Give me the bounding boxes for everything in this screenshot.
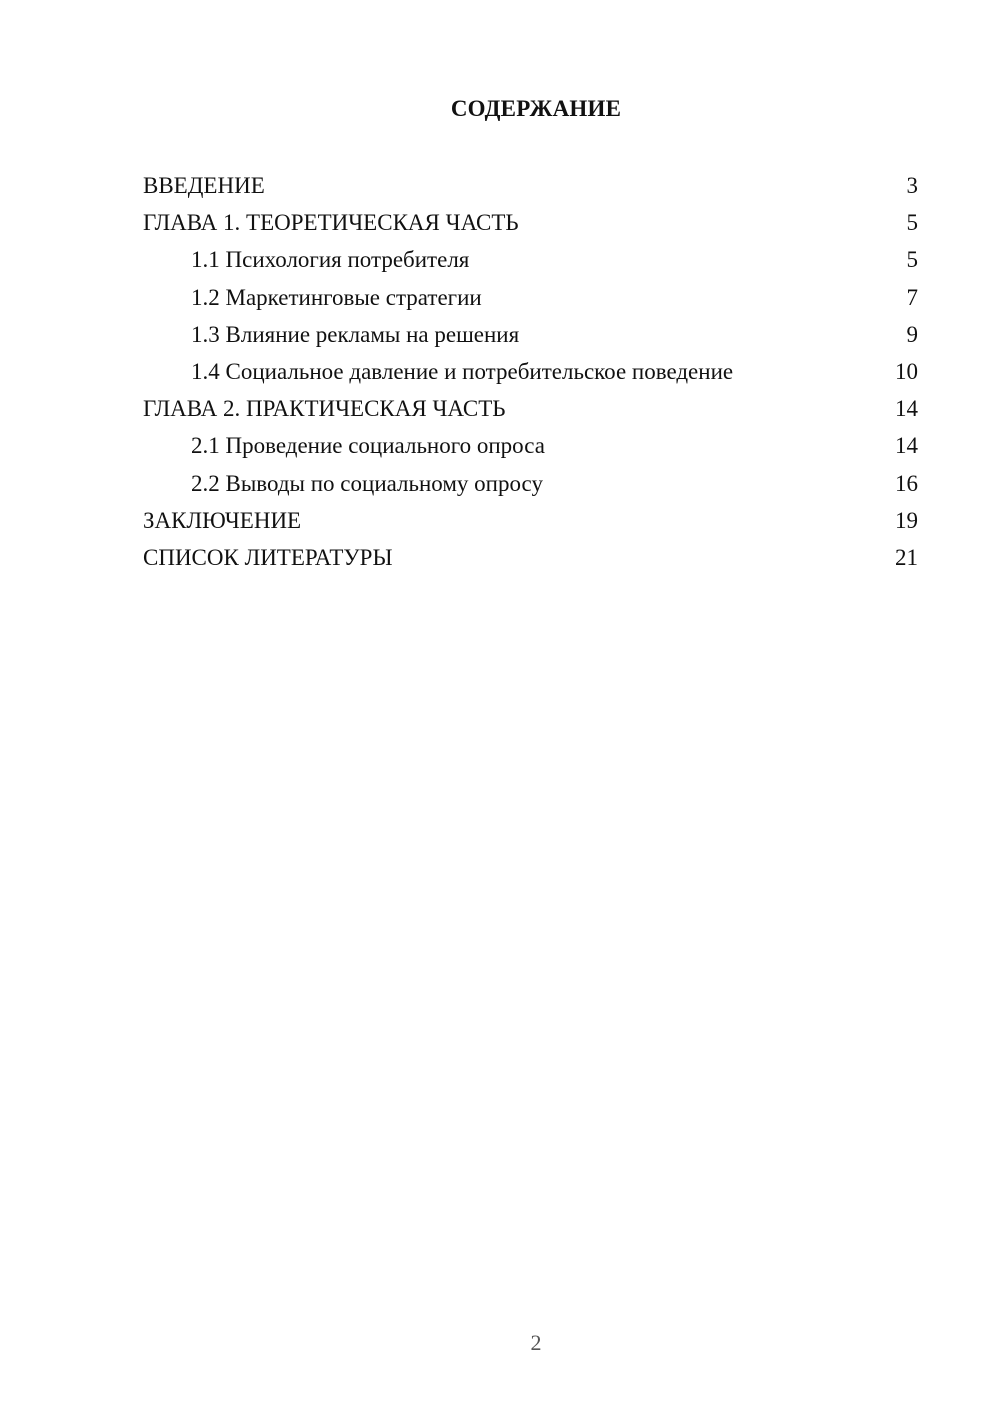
toc-entry-section-1-3[interactable]: [143, 316, 918, 353]
toc-entry-label: ГЛАВА 1. ТЕОРЕТИЧЕСКАЯ ЧАСТЬ: [143, 210, 519, 236]
toc-entry-label: 1.3 Влияние рекламы на решения: [191, 321, 520, 347]
toc-entry-label: 1.1 Психология потребителя: [191, 247, 470, 273]
toc-entry-page: 3: [906, 173, 918, 198]
toc-entry-section-1-1[interactable]: [143, 241, 918, 278]
toc-entry-conclusion[interactable]: [143, 502, 918, 539]
toc-entry-label: 1.4 Социальное давление и потребительское поведение: [191, 358, 734, 384]
toc-entry-section-1-4[interactable]: [143, 353, 918, 390]
page-number: 2: [530, 1330, 542, 1355]
toc-entry-page: 10: [895, 358, 918, 384]
toc-entry-page: 5: [906, 210, 918, 236]
toc-entry-page: 19: [895, 507, 918, 533]
page-title: СОДЕРЖАНИЕ: [450, 96, 622, 121]
toc-entry-page: 16: [895, 470, 918, 496]
toc-entry-page: 21: [895, 544, 918, 570]
toc-entry-page: 5: [906, 247, 918, 273]
toc-entry-label: 2.1 Проведение социального опроса: [191, 433, 545, 459]
toc-entry-chapter-2[interactable]: [143, 390, 918, 427]
toc-entry-introduction[interactable]: [143, 167, 918, 204]
table-of-contents: [143, 167, 918, 576]
toc-entry-page: 7: [906, 284, 918, 310]
toc-entry-page: 14: [895, 396, 918, 422]
toc-entry-references[interactable]: [143, 539, 918, 576]
toc-entry-label: 2.2 Выводы по социальному опросу: [191, 470, 543, 496]
toc-entry-section-1-2[interactable]: [143, 279, 918, 316]
toc-entry-chapter-1[interactable]: [143, 204, 918, 241]
toc-entry-label: СПИСОК ЛИТЕРАТУРЫ: [143, 544, 393, 570]
toc-entry-page: 14: [895, 433, 918, 459]
toc-entry-section-2-1[interactable]: [143, 427, 918, 464]
toc-entry-label: ВВЕДЕНИЕ: [143, 173, 265, 198]
toc-entry-label: ГЛАВА 2. ПРАКТИЧЕСКАЯ ЧАСТЬ: [143, 396, 506, 422]
toc-entry-section-2-2[interactable]: [143, 465, 918, 502]
toc-entry-label: 1.2 Маркетинговые стратегии: [191, 284, 482, 310]
toc-entry-page: 9: [906, 321, 918, 347]
toc-entry-label: ЗАКЛЮЧЕНИЕ: [143, 507, 302, 533]
